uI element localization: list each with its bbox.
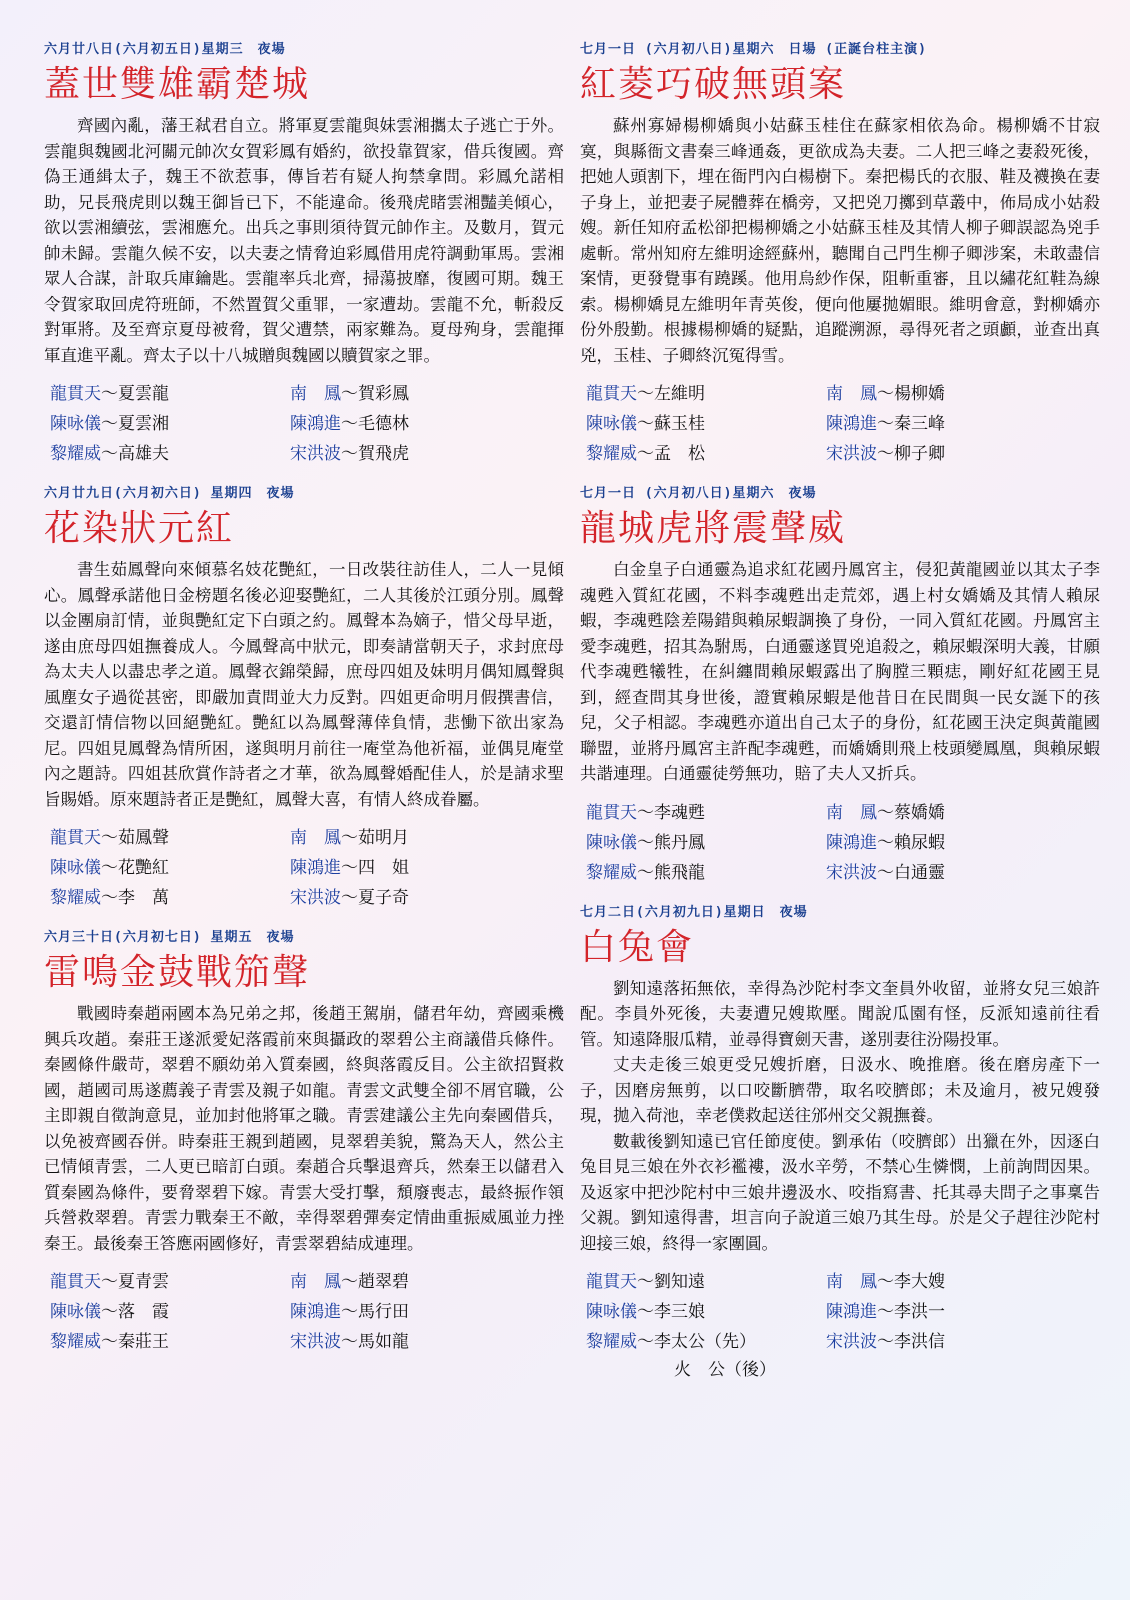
left-column [44, 34, 564, 1370]
actor-name: 黎耀威 [50, 444, 101, 464]
cast-row [586, 440, 826, 468]
actor-name: 龍貫天 [586, 384, 637, 404]
cast-row [50, 380, 290, 408]
show-listing [580, 901, 1100, 1385]
role-name: 李魂甦 [654, 802, 705, 823]
cast-row [290, 854, 530, 882]
tilde-separator: ～ [101, 858, 118, 878]
role-name: 高雄夫 [118, 444, 169, 464]
tilde-separator: ～ [877, 414, 894, 434]
cast-list [586, 380, 1100, 468]
show-synopsis [580, 113, 1100, 368]
tilde-separator: ～ [877, 444, 894, 464]
tilde-separator: ～ [877, 802, 894, 823]
cast-row [290, 824, 530, 852]
show-date: 六月廿九日(六月初六日) 星期四 夜場 [44, 486, 295, 501]
actor-name: 陳鴻進 [290, 1302, 341, 1322]
show-title: 紅菱巧破無頭案 [580, 64, 847, 105]
show-synopsis [44, 1001, 564, 1256]
actor-name: 南 鳳 [290, 828, 341, 848]
tilde-separator: ～ [637, 444, 654, 464]
actor-name: 陳咏儀 [586, 414, 637, 434]
cast-row [50, 410, 290, 438]
role-name-extra: 火 公（後） [674, 1360, 776, 1380]
role-name: 李太公（先） [654, 1332, 756, 1352]
actor-name: 黎耀威 [586, 444, 637, 464]
synopsis-paragraph: 白金皇子白通靈為追求紅花國丹鳳宮主，侵犯黃龍國並以其太子李魂甦入質紅花國，不料李魂甦出走荒郊，遇上村女嬌嬌及其情人賴尿蝦，李魂甦陰差陽錯與賴尿蝦調換了身份，一同入質紅花國。丹鳳宮主愛李魂甦，招其為駙馬，白通靈遂買兇追殺之，賴尿蝦深明大義，甘願代李魂甦犧牲，在糾纏間賴尿蝦露出了胸膛三顆痣，剛好紅花國王見到，經查問其身世後，證實賴尿蝦是他昔日在民間與一民女誕下的孩兒，父子相認。李魂甦亦道出自己太子的身份，紅花國王決定與黃龍國聯盟，並將丹鳳宮主許配李魂甦，而嬌嬌則飛上枝頭變鳳凰，與賴尿蝦共諧連理。白通靈徒勞無功，賠了夫人又折兵。 [580, 560, 1100, 783]
actor-name: 陳鴻進 [826, 414, 877, 434]
role-name: 李 萬 [118, 888, 169, 908]
cast-row [50, 854, 290, 882]
synopsis-paragraph: 丈夫走後三娘更受兄嫂折磨，日汲水、晚推磨。後在磨房產下一子，因磨房無剪，以口咬斷臍帶，取名咬臍郎；未及逾月，被兄嫂發現，拋入荷池，幸老僕救起送往邠州交父親撫養。 [580, 1055, 1100, 1125]
role-name: 孟 松 [654, 444, 705, 464]
show-title: 龍城虎將震聲威 [580, 508, 847, 549]
cast-row [826, 799, 1066, 827]
tilde-separator: ～ [637, 384, 654, 404]
tilde-separator: ～ [877, 384, 894, 404]
cast-row [290, 1328, 530, 1356]
role-name: 秦三峰 [894, 414, 945, 434]
tilde-separator: ～ [101, 384, 118, 404]
show-listing [44, 38, 564, 468]
show-date: 六月三十日(六月初七日) 星期五 夜場 [44, 930, 295, 945]
cast-row [826, 829, 1066, 857]
tilde-separator: ～ [101, 1332, 118, 1352]
cast-row [586, 799, 826, 827]
synopsis-paragraph: 齊國內亂，藩王弒君自立。將軍夏雲龍與妹雲湘攜太子逃亡于外。雲龍與魏國北河關元帥次女賀彩鳳有婚約，欲投靠賀家，借兵復國。齊偽王通緝太子，魏王不欲惹事，傳旨若有疑人拘禁拿問。彩鳳允諾相助，兄長飛虎則以魏王御旨已下，不能違命。後飛虎睹雲湘豔美傾心，欲以雲湘續弦，雲湘應允。出兵之事則須待賀元帥作主。及數月，賀元帥未歸。雲龍久候不安，以夫妻之情脅迫彩鳳借用虎符調動軍馬。雲湘眾人合謀，計取兵庫鑰匙。雲龍率兵北齊，掃蕩披靡，復國可期。魏王令賀家取回虎符班師，不然置賀父重罪，一家遭劫。雲龍不允，斬殺反對軍將。及至齊京夏母被脅，賀父遭禁，兩家難為。夏母殉身，雲龍揮軍直進平亂。齊太子以十八城贈與魏國以贖賀家之罪。 [44, 116, 564, 365]
actor-name: 陳鴻進 [826, 832, 877, 853]
show-date: 七月二日(六月初九日)星期日 夜場 [580, 904, 808, 920]
cast-row [290, 884, 530, 912]
role-name: 夏青雲 [118, 1272, 169, 1292]
cast-row [290, 440, 530, 468]
tilde-separator: ～ [341, 858, 358, 878]
role-name: 柳子卿 [894, 444, 945, 464]
tilde-separator: ～ [101, 444, 118, 464]
cast-row [50, 1298, 290, 1326]
role-name: 左維明 [654, 384, 705, 404]
cast-row [826, 380, 1066, 408]
role-name: 蘇玉桂 [654, 414, 705, 434]
cast-row [826, 1268, 1066, 1296]
tilde-separator: ～ [877, 1272, 894, 1292]
role-name: 夏雲湘 [118, 414, 169, 434]
synopsis-paragraph: 劉知遠落拓無依，幸得為沙陀村李文奎員外收留，並將女兒三娘許配。李員外死後，夫妻遭兄嫂欺壓。聞說瓜園有怪，反派知遠前往看管。知遠降服瓜精，並尋得寶劍天書，遂別妻往汾陽投軍。 [580, 978, 1100, 1049]
actor-name: 陳咏儀 [586, 1302, 637, 1322]
tilde-separator: ～ [637, 414, 654, 434]
role-name: 四 姐 [358, 858, 409, 878]
role-name: 馬行田 [358, 1302, 409, 1322]
tilde-separator: ～ [101, 1302, 118, 1322]
tilde-separator: ～ [877, 832, 894, 853]
tilde-separator: ～ [101, 828, 118, 848]
show-date: 七月一日 (六月初八日)星期六 日場 (正誕台柱主演) [580, 42, 927, 57]
actor-name: 宋洪波 [290, 888, 341, 908]
actor-name: 龍貫天 [50, 384, 101, 404]
cast-row [826, 1328, 1066, 1384]
tilde-separator: ～ [101, 888, 118, 908]
actor-name: 陳鴻進 [826, 1302, 877, 1322]
actor-name: 陳咏儀 [586, 832, 637, 853]
cast-row [586, 859, 826, 887]
role-name: 夏子奇 [358, 888, 409, 908]
tilde-separator: ～ [637, 1272, 654, 1292]
actor-name: 龍貫天 [50, 1272, 101, 1292]
cast-list [586, 799, 1100, 887]
role-name: 楊柳嬌 [894, 384, 945, 404]
cast-row [586, 1328, 826, 1384]
tilde-separator: ～ [877, 862, 894, 883]
cast-row [290, 410, 530, 438]
cast-list [50, 380, 564, 468]
role-name: 落 霞 [118, 1302, 169, 1322]
synopsis-paragraph: 數載後劉知遠已官任節度使。劉承佑（咬臍郎）出獵在外，因逐白兔目見三娘在外衣衫襤褸，汲水辛勞，不禁心生憐憫，上前詢問因果。及返家中把沙陀村中三娘井邊汲水、咬指寫書、托其尋夫問子之事稟告父親。劉知遠得書，坦言向子說道三娘乃其生母。於是父子趕往沙陀村迎接三娘，終得一家團圓。 [580, 1131, 1100, 1253]
cast-row [826, 859, 1066, 887]
actor-name: 南 鳳 [826, 1272, 877, 1292]
tilde-separator: ～ [877, 1302, 894, 1322]
tilde-separator: ～ [341, 828, 358, 848]
actor-name: 龍貫天 [50, 828, 101, 848]
tilde-separator: ～ [637, 832, 654, 853]
tilde-separator: ～ [637, 1332, 654, 1352]
show-synopsis [580, 557, 1100, 787]
synopsis-paragraph: 蘇州寡婦楊柳嬌與小姑蘇玉桂住在蘇家相依為命。楊柳嬌不甘寂寞，與縣衙文書秦三峰通姦，更欲成為夫妻。二人把三峰之妻殺死後，把她人頭割下，埋在衙門內白楊樹下。秦把楊氏的衣服、鞋及襪換在妻子身上，並把妻子屍體葬在橋旁，又把兇刀擲到草叢中，佈局成小姑殺嫂。新任知府孟松卻把楊柳嬌之小姑蘇玉桂及其情人柳子卿誤認為兇手處斬。常州知府左維明途經蘇州，聽聞自己門生柳子卿涉案，未敢盡信案情，更發覺事有蹺蹊。他用烏紗作保，阻斬重審，且以繡花紅鞋為線索。楊柳嬌見左維明年青英俊，便向他屢拋媚眼。維明會意，對柳嬌亦份外殷勤。根據楊柳嬌的疑點，追蹤溯源，尋得死者之頭顱，並查出真兇，玉桂、子卿終沉冤得雪。 [580, 116, 1100, 365]
cast-list [586, 1268, 1100, 1384]
cast-list [50, 1268, 564, 1356]
show-listing [580, 38, 1100, 468]
cast-row [290, 1298, 530, 1326]
role-name: 賀彩鳳 [358, 384, 409, 404]
actor-name: 宋洪波 [826, 1332, 877, 1352]
tilde-separator: ～ [341, 1302, 358, 1322]
tilde-separator: ～ [637, 802, 654, 823]
cast-row [586, 829, 826, 857]
actor-name: 龍貫天 [586, 1272, 637, 1292]
role-name: 李大嫂 [894, 1272, 945, 1292]
right-column [580, 34, 1100, 1398]
cast-row [826, 440, 1066, 468]
cast-row [50, 440, 290, 468]
actor-name: 南 鳳 [826, 802, 877, 823]
tilde-separator: ～ [341, 444, 358, 464]
cast-row [50, 1268, 290, 1296]
actor-name: 宋洪波 [290, 444, 341, 464]
actor-name: 黎耀威 [586, 862, 637, 883]
show-title: 花染狀元紅 [44, 508, 235, 549]
actor-name: 陳鴻進 [290, 858, 341, 878]
synopsis-paragraph: 戰國時秦趙兩國本為兄弟之邦，後趙王駕崩，儲君年幼，齊國乘機興兵攻趙。秦莊王遂派愛妃落霞前來與攝政的翠碧公主商議借兵條件。秦國條件嚴苛，翠碧不願幼弟入質秦國，終與落霞反目。公主欲招賢救國，趙國司馬遂薦義子青雲及親子如龍。青雲文武雙全卻不屑官職，公主即親自徵詢意見，並加封他將軍之職。青雲建議公主先向秦國借兵，以免被齊國吞併。時秦莊王親到趙國，見翠碧美貌，驚為天人，然公主已情傾青雲，二人更已暗訂白頭。秦趙合兵擊退齊兵，然秦王以儲君入質秦國為條件，要脅翠碧下嫁。青雲大受打擊，頹廢喪志，最終振作領兵營救翠碧。青雲力戰秦王不敵，幸得翠碧彈奏定情曲重振威風並力挫秦王。最後秦王答應兩國修好，青雲翠碧結成連理。 [44, 1004, 564, 1253]
tilde-separator: ～ [637, 862, 654, 883]
cast-row [50, 824, 290, 852]
role-name: 花艷紅 [118, 858, 169, 878]
role-name: 秦莊王 [118, 1332, 169, 1352]
role-name: 茹鳳聲 [118, 828, 169, 848]
actor-name: 陳咏儀 [50, 1302, 101, 1322]
actor-name: 南 鳳 [290, 384, 341, 404]
actor-name: 南 鳳 [290, 1272, 341, 1292]
actor-name: 黎耀威 [50, 888, 101, 908]
show-synopsis [44, 557, 564, 812]
show-synopsis [44, 113, 564, 368]
role-name: 白通靈 [894, 862, 945, 883]
tilde-separator: ～ [101, 1272, 118, 1292]
cast-row [50, 884, 290, 912]
tilde-separator: ～ [341, 384, 358, 404]
show-title: 白兔會 [580, 926, 695, 968]
role-name: 賴尿蝦 [894, 832, 945, 853]
cast-row [586, 380, 826, 408]
actor-name: 陳咏儀 [50, 858, 101, 878]
tilde-separator: ～ [341, 414, 358, 434]
role-name: 茹明月 [358, 828, 409, 848]
tilde-separator: ～ [637, 1302, 654, 1322]
show-date: 六月廿八日(六月初五日)星期三 夜場 [44, 42, 286, 57]
role-name: 李洪信 [894, 1332, 945, 1352]
show-title: 雷鳴金鼓戰笳聲 [44, 952, 311, 993]
role-name: 馬如龍 [358, 1332, 409, 1352]
role-name: 李洪一 [894, 1302, 945, 1322]
cast-row [50, 1328, 290, 1356]
actor-name: 黎耀威 [50, 1332, 101, 1352]
role-name: 李三娘 [654, 1302, 705, 1322]
cast-row [290, 380, 530, 408]
show-date: 七月一日 (六月初八日)星期六 夜場 [580, 486, 817, 501]
show-listing [44, 926, 564, 1356]
cast-row [826, 410, 1066, 438]
actor-name: 陳鴻進 [290, 414, 341, 434]
role-name: 熊飛龍 [654, 862, 705, 883]
actor-name: 宋洪波 [826, 862, 877, 883]
show-listing [580, 482, 1100, 887]
actor-name: 宋洪波 [290, 1332, 341, 1352]
role-name: 熊丹鳳 [654, 832, 705, 853]
actor-name: 黎耀威 [586, 1332, 637, 1352]
show-listing [44, 482, 564, 912]
role-name: 夏雲龍 [118, 384, 169, 404]
synopsis-paragraph: 書生茹鳳聲向來傾慕名妓花艷紅，一日改裝往訪佳人，二人一見傾心。鳳聲承諾他日金榜題名後必迎娶艷紅，二人其後於江頭分別。鳳聲以金團扇訂情，並與艷紅定下白頭之約。鳳聲本為嫡子，惜父母早逝，遂由庶母四姐撫養成人。今鳳聲高中狀元，即奏請當朝天子，求封庶母為太夫人以盡忠孝之道。鳳聲衣錦榮歸，庶母四姐及妹明月偶知鳳聲與風塵女子過從甚密，即嚴加責問並大力反對。四姐更命明月假撰書信，交還訂情信物以回絕艷紅。艷紅以為鳳聲薄倖負情，悲慟下欲出家為尼。四姐見鳳聲為情所困，遂與明月前往一庵堂為他祈福，並偶見庵堂內之題詩。四姐甚欣賞作詩者之才華，欲為鳳聲婚配佳人，於是請求聖旨賜婚。原來題詩者正是艷紅，鳳聲大喜，有情人終成眷屬。 [44, 560, 564, 809]
actor-name: 南 鳳 [826, 384, 877, 404]
tilde-separator: ～ [341, 1272, 358, 1292]
tilde-separator: ～ [341, 888, 358, 908]
cast-row [586, 1268, 826, 1296]
actor-name: 宋洪波 [826, 444, 877, 464]
role-name: 蔡嬌嬌 [894, 802, 945, 823]
cast-row [290, 1268, 530, 1296]
cast-row [826, 1298, 1066, 1326]
role-name: 賀飛虎 [358, 444, 409, 464]
cast-row [586, 1298, 826, 1326]
role-name: 劉知遠 [654, 1272, 705, 1292]
actor-name: 龍貫天 [586, 802, 637, 823]
cast-list [50, 824, 564, 912]
tilde-separator: ～ [341, 1332, 358, 1352]
show-title: 蓋世雙雄霸楚城 [44, 64, 311, 105]
show-synopsis [580, 976, 1100, 1257]
cast-row [586, 410, 826, 438]
tilde-separator: ～ [877, 1332, 894, 1352]
role-name: 趙翠碧 [358, 1272, 409, 1292]
actor-name: 陳咏儀 [50, 414, 101, 434]
role-name: 毛德林 [358, 414, 409, 434]
tilde-separator: ～ [101, 414, 118, 434]
